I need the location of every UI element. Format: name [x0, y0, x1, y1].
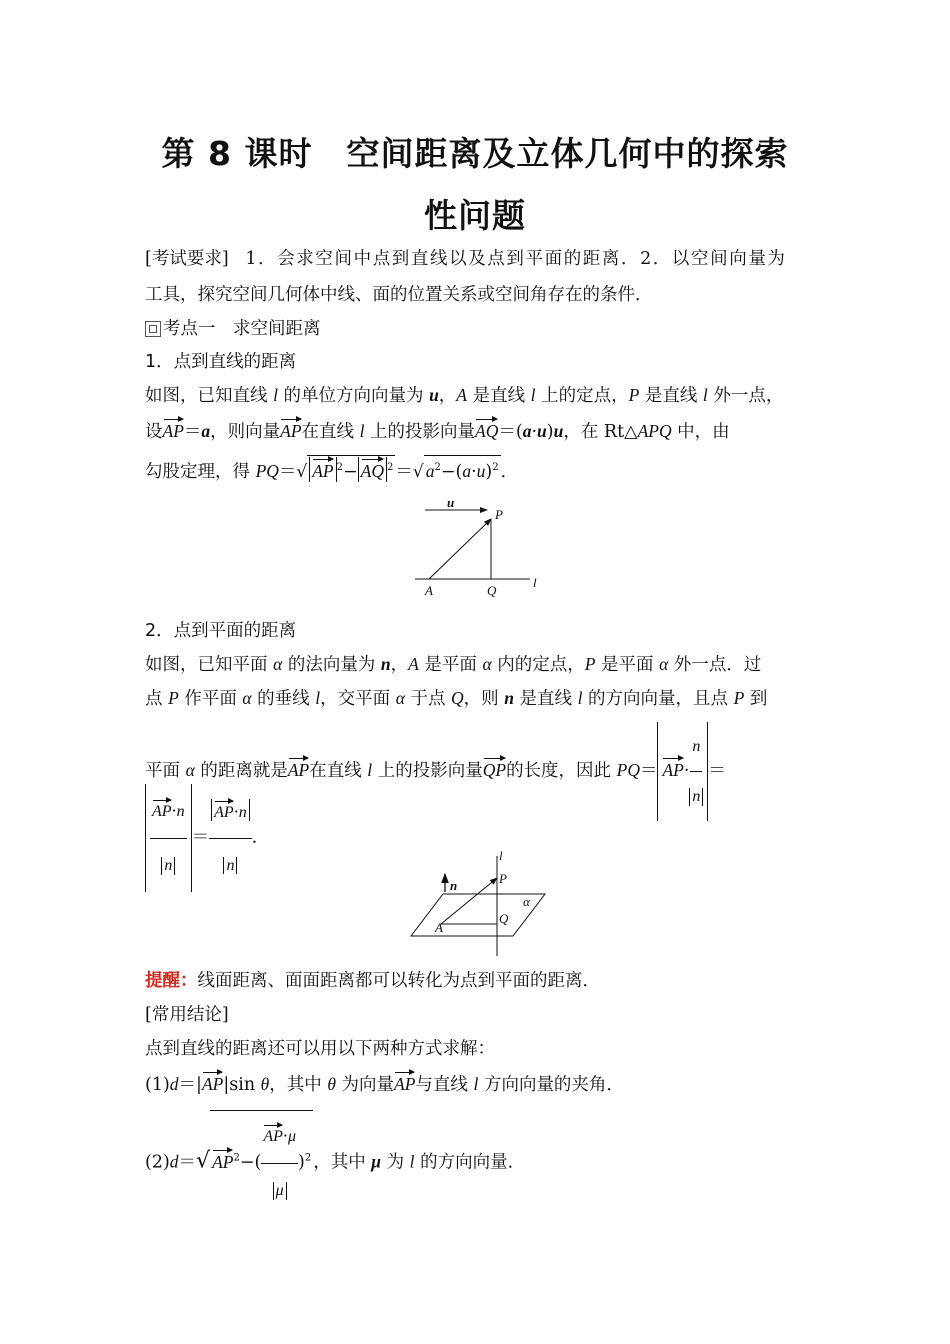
text-run: 为 — [381, 1152, 410, 1173]
formula-2: (2)d＝√ $AP^2-$( $\frac{AP\cdot\mu}{\mu}$ )$^2$ ，其中 μ 为 l 的方向向量． — [145, 1110, 835, 1215]
paragraph — [145, 383, 835, 408]
text-run: P — [168, 688, 179, 708]
paragraph — [145, 686, 835, 711]
text-run: AP — [394, 1070, 415, 1094]
text-run: A — [408, 654, 419, 674]
section-heading-text: 考点一 求空间距离 — [163, 319, 321, 339]
text-run: μ — [273, 1182, 287, 1200]
text-run: ，则 — [463, 689, 505, 709]
text-run: l — [702, 385, 708, 405]
figure-point-line — [405, 495, 555, 600]
label-n: n — [450, 878, 458, 893]
text-run: α — [273, 654, 283, 674]
text-run: d — [169, 1151, 179, 1172]
text-run: · — [531, 422, 538, 442]
text-run: AP — [662, 756, 683, 780]
text-run: 方向向量的夹角． — [478, 1075, 624, 1095]
text-run: n — [504, 688, 514, 708]
text-run: ，在 Rt△ — [563, 422, 638, 442]
text-run: n — [223, 857, 237, 875]
text-run: ＝ — [178, 1152, 197, 1173]
text-run: 作平面 — [178, 689, 243, 709]
text-run: l — [315, 688, 321, 708]
vector-ap: AP — [163, 417, 184, 441]
subsection-heading: 2．点到平面的距离 — [145, 621, 297, 641]
text-run: u — [553, 421, 564, 441]
text-run: l — [359, 421, 365, 441]
text-run: 外一点， — [707, 386, 784, 406]
text-run: AP — [212, 1148, 233, 1172]
text-run: P — [733, 688, 745, 708]
text-run: 平面 — [145, 761, 186, 781]
text-run: 的方向向量． — [414, 1152, 526, 1173]
text-run: u — [429, 385, 439, 405]
text-run: l — [530, 385, 536, 405]
formula-1 — [145, 1070, 835, 1097]
text-run: AP — [288, 756, 309, 780]
label-alpha: α — [523, 894, 530, 909]
section-marker-icon — [145, 321, 161, 337]
text-run: ) — [546, 422, 554, 442]
page-title: 第 8 课时 空间距离及立体几何中的探索 — [161, 134, 789, 173]
text-run: u — [476, 460, 486, 481]
text-run: 如图，已知直线 — [145, 386, 274, 406]
text-run: α — [395, 688, 405, 708]
text-run: α — [242, 688, 252, 708]
text-run: AP — [214, 799, 234, 821]
text-run: ，其中 — [269, 1075, 328, 1095]
text-run: ＝| — [178, 1075, 202, 1095]
text-run: l — [273, 385, 278, 405]
label-l: l — [533, 575, 537, 590]
conclusion-label: [常用结论] — [145, 1005, 229, 1025]
text-run: 的长度，因此 — [506, 761, 617, 781]
text-run: ＝ — [183, 422, 202, 442]
text-run: Q — [451, 688, 464, 708]
label-q: Q — [499, 911, 509, 926]
text-run: u — [537, 421, 547, 441]
note — [145, 969, 835, 993]
text-run: ，交平面 — [320, 689, 396, 709]
text-run: θ — [260, 1074, 270, 1094]
text-run: n — [690, 724, 702, 772]
text-run: 内的定点， — [491, 655, 585, 675]
text-run: 如图，已知平面 — [145, 655, 274, 675]
text-run: 到 — [744, 689, 768, 709]
formula-line: 勾股定理，得 PQ＝√ AP $^2$− AQ $^2$ ＝√ $a^2-(a\cdot u)^2$ ． — [145, 455, 835, 484]
segment-ap — [429, 519, 491, 579]
text-run: 是直线 — [513, 689, 578, 709]
text-run: 与直线 — [415, 1075, 474, 1095]
text-run: μ — [371, 1151, 382, 1172]
label-p: P — [495, 507, 503, 522]
text-run: ， — [438, 386, 457, 406]
label-a: A — [425, 583, 433, 598]
text-run: ＝( — [498, 422, 523, 442]
text-run: PQ — [255, 460, 279, 481]
text-run: 设 — [145, 422, 163, 442]
text-run: n — [176, 803, 185, 820]
text-run: 的距离就是 — [194, 761, 288, 781]
text-run: ． — [500, 461, 519, 482]
text-run: n — [161, 857, 175, 875]
label-u: u — [447, 495, 455, 510]
text-run: 的单位方向向量为 — [277, 386, 430, 406]
text-run: l — [409, 1151, 415, 1172]
text-run: 上的定点， — [535, 386, 629, 406]
text-run: (1) — [145, 1075, 170, 1095]
requirements-text: 1．会求空间中点到直线以及点到平面的距离．2．以空间向量为 — [245, 249, 787, 269]
text-run: P — [628, 385, 640, 405]
text-run: 是平面 — [418, 655, 483, 675]
conclusion-intro: 点到直线的距离还可以用以下两种方式求解： — [145, 1039, 495, 1059]
note-label: 提醒： — [145, 971, 198, 991]
text-run: α — [659, 654, 669, 674]
figure-point-plane — [405, 848, 555, 960]
text-run: AP — [312, 457, 333, 481]
text-run: 点 — [145, 689, 169, 709]
requirements-label: [考试要求] — [145, 249, 229, 269]
text-run: a — [425, 460, 435, 481]
text-run: 上的投影向量 — [364, 422, 476, 442]
text-run: 在直线 — [301, 422, 360, 442]
text-run: ＝ — [708, 761, 726, 781]
label-q: Q — [487, 583, 497, 598]
text-run: 于点 — [404, 689, 452, 709]
text-run: APQ — [637, 421, 672, 441]
text-run: AP — [280, 417, 301, 441]
text-run: l — [577, 688, 583, 708]
text-run: 的方向向量，且点 — [582, 689, 734, 709]
text-run: 是直线 — [639, 386, 703, 406]
text-run: 勾股定理，得 — [145, 461, 256, 482]
text-run: ， — [390, 655, 409, 675]
text-run: a — [201, 421, 211, 441]
paragraph — [145, 652, 835, 677]
text-run: (2) — [145, 1152, 170, 1173]
text-run: P — [584, 654, 596, 674]
page-title-line2: 性问题 — [424, 196, 526, 235]
label-p: P — [499, 871, 507, 886]
text-run: 上的投影向量 — [372, 761, 483, 781]
section-heading — [145, 317, 835, 341]
text-run: 在直线 — [309, 761, 368, 781]
text-run: ＝ — [639, 761, 658, 781]
text-run: α — [482, 654, 492, 674]
text-run: a — [462, 460, 472, 481]
formula-line: 平面 α 的距离就是AP在直线 l 上的投影向量QP的长度，因此 PQ＝ AP· $\frac{n}{n}$ ＝ — [145, 722, 835, 821]
paragraph — [145, 417, 835, 444]
note-text: 线面距离、面面距离都可以转化为点到平面的距离． — [197, 971, 600, 991]
text-run: n — [238, 803, 247, 821]
requirements — [145, 247, 835, 271]
label-l: l — [499, 848, 503, 863]
text-run: AP — [152, 798, 172, 820]
text-run: AP — [202, 1070, 223, 1094]
requirements-text-2: 工具，探究空间几何体中线、面的位置关系或空间角存在的条件． — [145, 285, 653, 305]
formula-line: $\frac{AP\cdot n}{n}$ ＝ $\frac{AP\cdot n}{n}$ ． — [145, 784, 835, 892]
text-run: QP — [483, 756, 506, 780]
text-run: ． — [251, 827, 270, 848]
subsection-heading: 1．点到直线的距离 — [145, 352, 297, 372]
text-run: AP — [263, 1123, 283, 1145]
text-run: 是直线 — [467, 386, 531, 406]
text-run: 的垂线 — [251, 689, 316, 709]
text-run: 中，由 — [671, 422, 730, 442]
text-run: AQ — [361, 457, 384, 481]
text-run: ，其中 — [313, 1152, 372, 1173]
text-run: n — [689, 788, 703, 806]
text-run: 的法向量为 — [282, 655, 381, 675]
text-run: l — [473, 1074, 479, 1094]
text-run: μ — [287, 1128, 297, 1145]
label-a: A — [435, 920, 443, 935]
text-run: a — [522, 421, 532, 441]
text-run: n — [380, 654, 391, 674]
text-run: ，则向量 — [210, 422, 281, 442]
text-run: θ — [327, 1074, 336, 1094]
text-run: A — [456, 385, 467, 405]
text-run: d — [169, 1074, 179, 1094]
text-run: PQ — [616, 760, 640, 780]
text-run: α — [185, 760, 195, 780]
text-run: |sin — [223, 1075, 261, 1095]
text-run: 是平面 — [595, 655, 660, 675]
text-run: 外一点．过 — [668, 655, 762, 675]
text-run: 为向量 — [335, 1075, 395, 1095]
text-run: l — [367, 760, 373, 780]
text-run: AQ — [475, 417, 498, 441]
text-run: ＝ — [278, 461, 297, 482]
